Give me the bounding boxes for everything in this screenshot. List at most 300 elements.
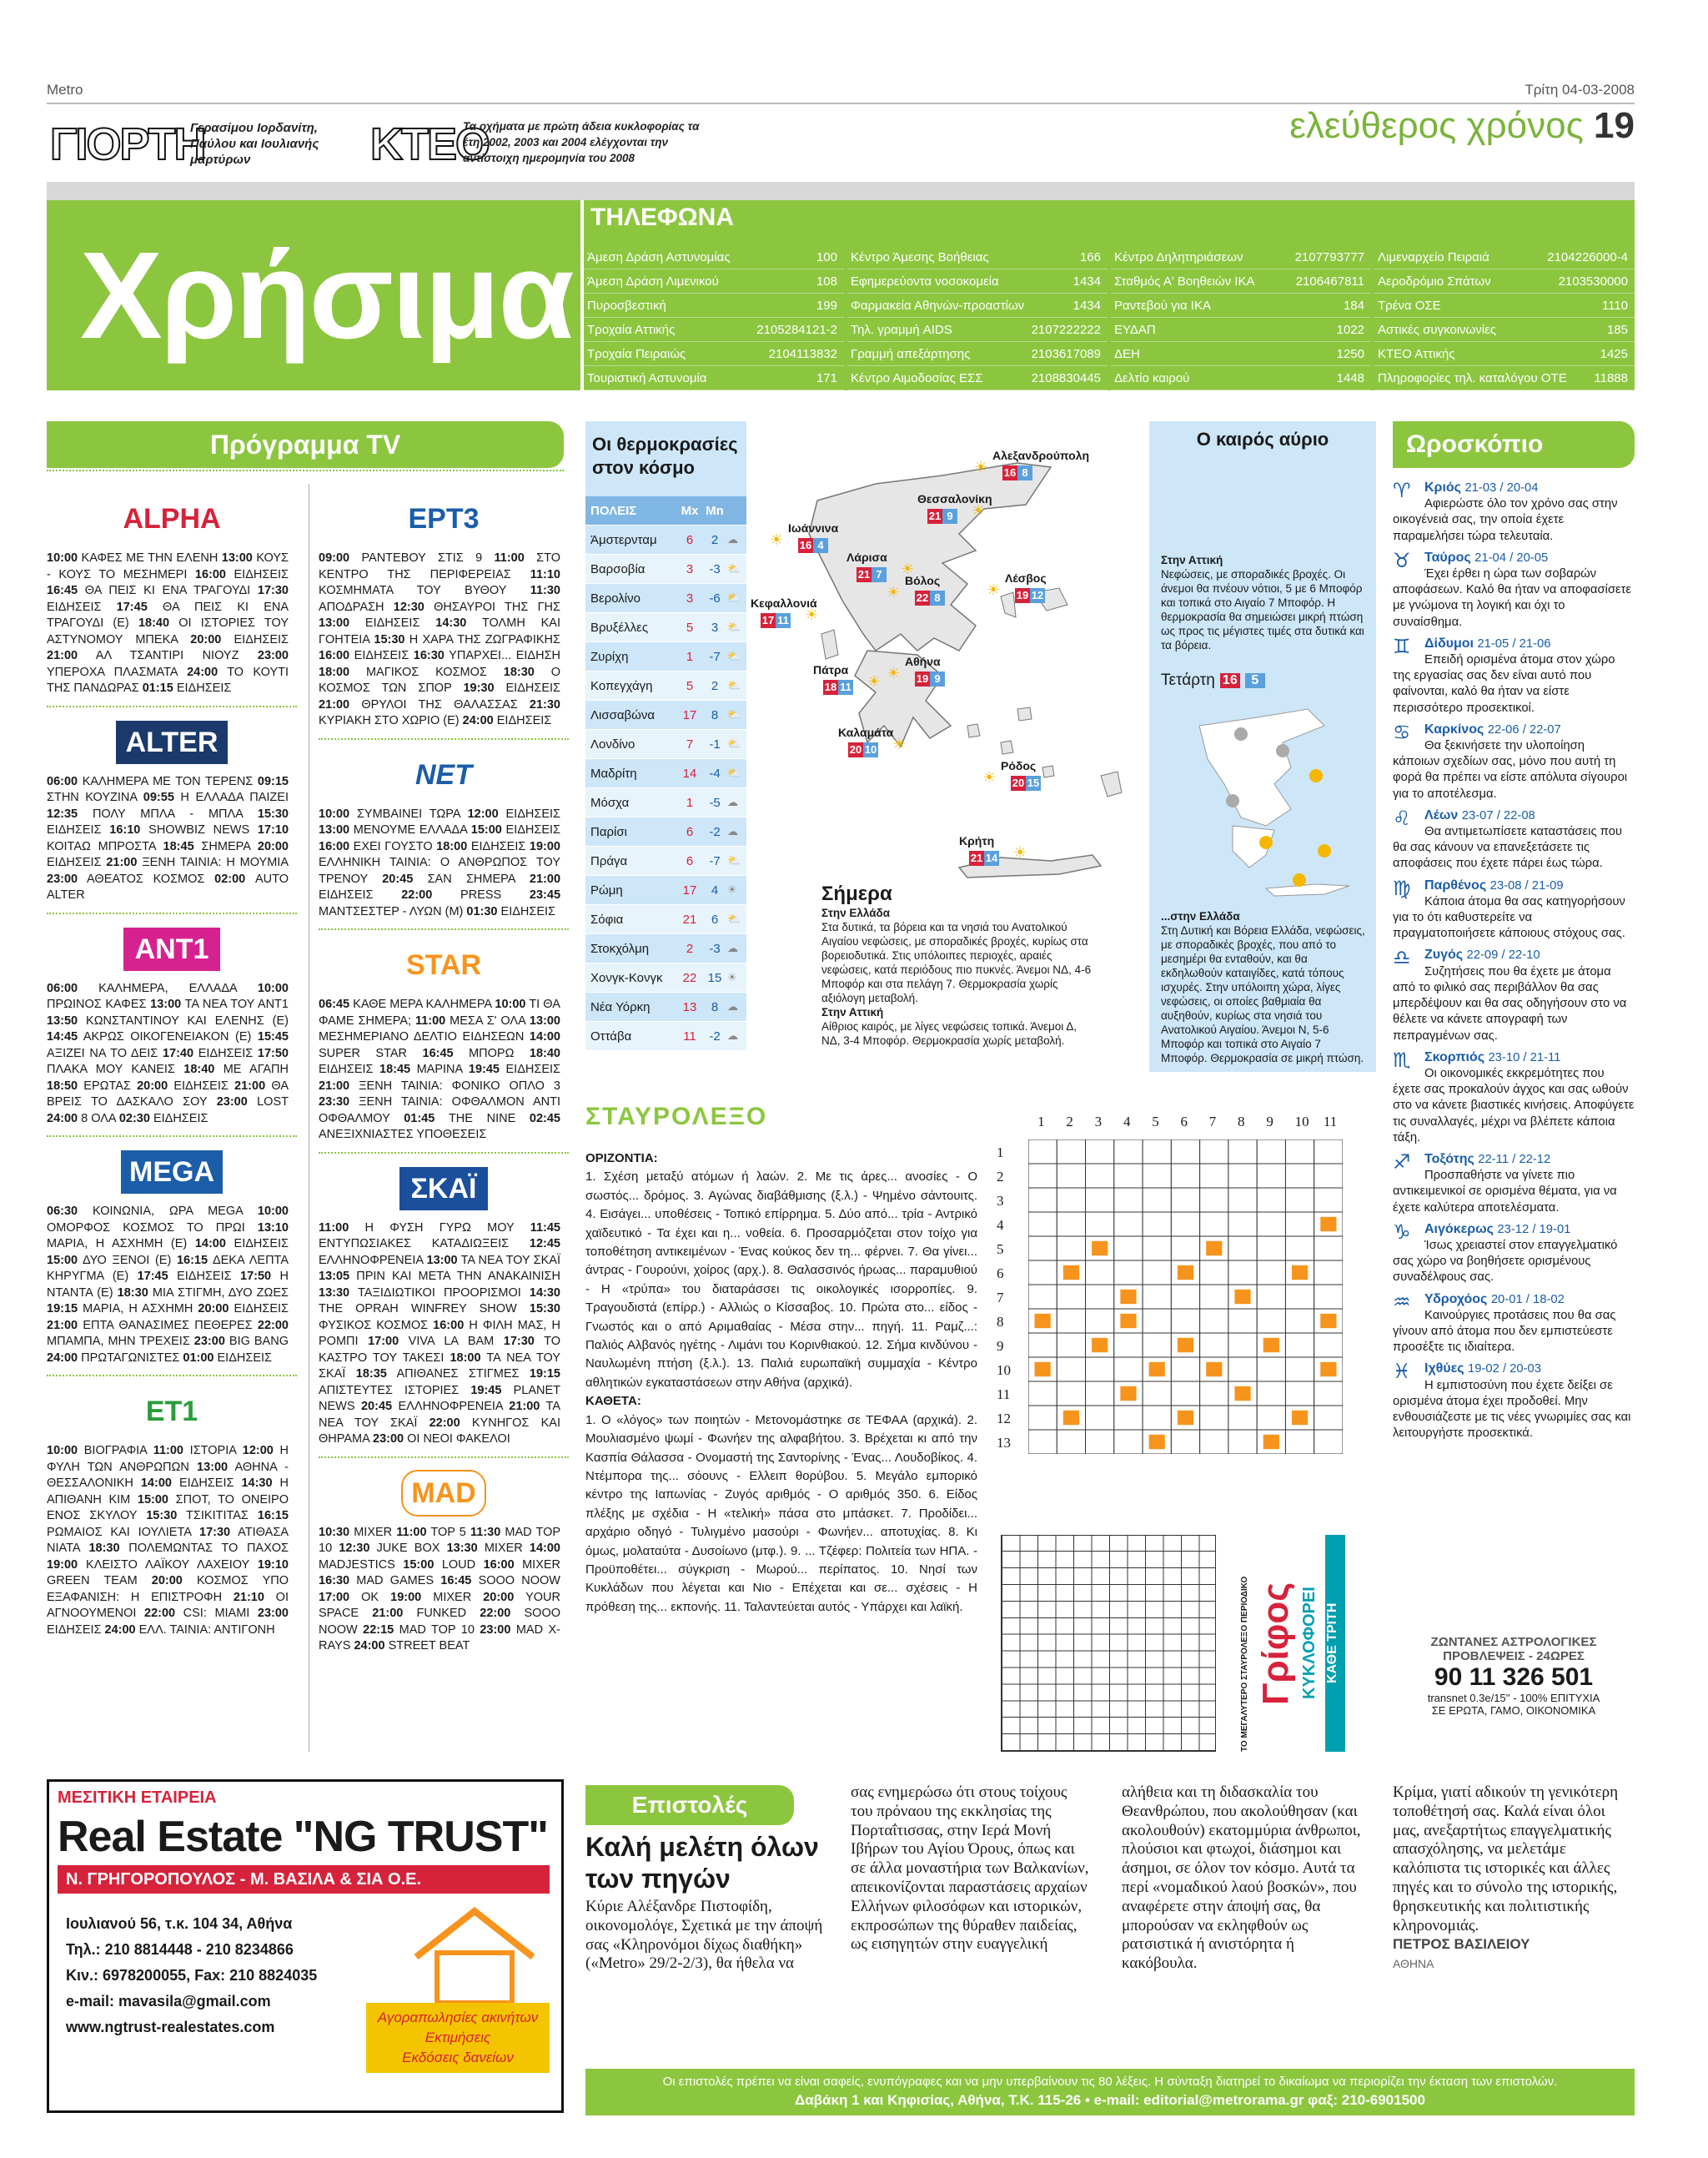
- crossword-cell[interactable]: [1228, 1164, 1257, 1188]
- crossword-cell[interactable]: [1285, 1139, 1314, 1164]
- tv-time: 02:30: [118, 1111, 150, 1125]
- phone-number: 2106467811: [1295, 274, 1364, 289]
- sun-cloud-icon: ⛅: [727, 650, 741, 662]
- black-square: [1120, 1314, 1136, 1328]
- crossword-cell[interactable]: [1143, 1406, 1171, 1430]
- crossword-cell[interactable]: [1086, 1309, 1114, 1333]
- crossword-cell[interactable]: [1114, 1188, 1143, 1212]
- crossword-cell[interactable]: [1028, 1188, 1057, 1212]
- tv-time: 14:30: [529, 1285, 560, 1300]
- crossword-cell[interactable]: [1086, 1212, 1114, 1236]
- tv-time: 06:45: [319, 998, 350, 1011]
- crossword-cell[interactable]: [1057, 1357, 1085, 1381]
- tv-time: 24:00: [47, 1111, 78, 1125]
- city-min: 8: [930, 591, 945, 606]
- tv-time: 11:00: [494, 551, 525, 565]
- phone-row: [584, 269, 844, 294]
- tv-time: 17:50: [257, 1046, 289, 1060]
- crossword-cell[interactable]: [1028, 1236, 1057, 1260]
- tv-time: 20:45: [360, 1400, 393, 1413]
- phone-label: ΚΤΕΟ Αττικής: [1378, 347, 1455, 361]
- phone-label: Πληροφορίες τηλ. καταλόγου ΟΤΕ: [1378, 371, 1567, 385]
- tv-time: 12:30: [393, 600, 424, 614]
- phone-label: Πυροσβεστική: [587, 299, 666, 313]
- phone-label: Σταθμός Α' Βοηθειών ΙΚΑ: [1114, 274, 1255, 289]
- crossword-cell[interactable]: [1028, 1381, 1057, 1406]
- world-row: [585, 788, 746, 817]
- crossword-cell[interactable]: [1114, 1406, 1143, 1430]
- tv-time: 18:00: [319, 665, 350, 679]
- crossword-cell[interactable]: [1257, 1139, 1285, 1164]
- crossword-cell[interactable]: [1114, 1212, 1143, 1236]
- crossword-cell[interactable]: [1285, 1430, 1314, 1454]
- city-name: Αλεξανδρούπολη: [992, 449, 1090, 462]
- world-city: Πράγα: [590, 853, 628, 868]
- column-number: 1: [1037, 1114, 1045, 1129]
- world-max: 1: [686, 795, 694, 810]
- row-number: 1: [997, 1144, 1004, 1160]
- crossword-cell[interactable]: [1028, 1430, 1057, 1454]
- ad-email[interactable]: e-mail: mavasila@gmail.com: [66, 1993, 271, 2010]
- weather-icon: ☀: [1013, 844, 1027, 861]
- tv-time: 09:15: [257, 774, 289, 788]
- tv-time: 21:30: [529, 697, 560, 712]
- sign-name: Αιγόκερως: [1424, 1221, 1498, 1236]
- crossword-cell[interactable]: [1057, 1212, 1085, 1236]
- crossword-grid[interactable]: [1028, 1139, 1343, 1454]
- crossword-cell[interactable]: [1028, 1164, 1057, 1188]
- column-number: 4: [1123, 1114, 1131, 1129]
- tv-time: 16:00: [194, 567, 226, 581]
- world-min: -5: [709, 795, 721, 810]
- crossword-cell[interactable]: [1200, 1188, 1228, 1212]
- world-row: [585, 584, 746, 613]
- phone-row: [847, 245, 1108, 269]
- tv-time: 19:45: [468, 1063, 500, 1076]
- phone-number: 199: [816, 299, 837, 313]
- crossword-cell[interactable]: [1171, 1309, 1199, 1333]
- phone-number: 1425: [1600, 347, 1628, 361]
- section-name: ελεύθερος χρόνος: [1289, 105, 1584, 146]
- crossword-cell[interactable]: [1171, 1139, 1199, 1164]
- crossword-cell[interactable]: [1143, 1381, 1171, 1406]
- horoscope-sign: [1393, 636, 1635, 717]
- city-min: 12: [1031, 589, 1044, 601]
- crossword-cell[interactable]: [1057, 1285, 1085, 1309]
- crossword-cell[interactable]: [1171, 1188, 1199, 1212]
- tv-listing: 10:00 ΚΑΦΕΣ ΜΕ ΤΗΝ ΕΛΕΝΗ 13:00 ΚΟΥΣ - ΚΟΥΣ ΤΟ ΜΕΣΗΜΕΡΙ 16:00 ΕΙΔΗΣΕΙΣ 16:45 ΘΑ ΠΕΙΣ ΚΙ ΕΝΑ ΤΡΑΓΟΥΔΙ 17:30 ΕΙΔΗΣΕΙΣ 17:45 ΘΑ ΠΕΙΣ ΚΙ ΕΝΑ ΤΡΑΓΟΥΔΙ (Ε) 18:40 ΟΙ ΙΣΤΟΡΙΕΣ ΤΟΥ ΑΣΤΥΝΟΜΟΥ ΜΠΕΚΑ 20:00 ΕΙΔΗΣΕΙΣ 21:00 ΑΛ ΤΣΑΝΤΙΡΙ ΝΙΟΥΖ 23:00 ΥΠΕΡΟΧΑ ΠΛΑΣΜΑΤΑ 24:00 ΤΟ ΚΟΥΤΙ ΤΗΣ ΠΑΝΔΩΡΑΣ 01:15 ΕΙΔΗΣΕΙΣ: [47, 551, 289, 695]
- crossword-cell[interactable]: [1057, 1430, 1085, 1454]
- world-max: 17: [682, 883, 697, 898]
- tv-time: 17:45: [137, 1270, 168, 1283]
- letters-footer-address: Δαβάκη 1 και Κηφισίας, Αθήνα, Τ.Κ. 115-26 • e-mail: editorial@metrorama.gr φαξ: 210-6901500: [795, 2092, 1425, 2108]
- crossword-cell[interactable]: [1143, 1309, 1171, 1333]
- astro-line-3: transnet 0.3e/15'' - 100% ΕΠΙΤΥΧΙΑ: [1427, 1692, 1600, 1704]
- tv-listing: 10:30 MIXER 11:00 TOP 5 11:30 MAD TOP 10 12:30 JUKE BOX 13:30 MIXER 14:00 MADJESTICS 15:00 LOUD 16:00 MIXER 16:30 MAD GAMES 16:45 SOOO NOOW 17:00 OK 19:00 MIXER 20:00 YOUR SPACE 21:00 FUNKED 22:00 SOOO NOOW 22:15 MAD TOP 10 23:00 MAD X-RAYS 24:00 STREET BEAT: [319, 1525, 561, 1652]
- crossword-cell[interactable]: [1200, 1260, 1228, 1285]
- column-number: 2: [1066, 1114, 1073, 1129]
- tv-time: 24:00: [187, 665, 219, 679]
- sign-dates: 23-10 / 21-11: [1488, 1050, 1561, 1064]
- tv-time: 18:00: [450, 1351, 481, 1365]
- crossword-cell[interactable]: [1200, 1139, 1228, 1164]
- grifos-kykloforei: ΚΥΚΛΟΦΟΡΕΙ: [1300, 1587, 1319, 1700]
- sun-cloud-icon: ⛅: [727, 591, 741, 604]
- crossword-cell[interactable]: [1028, 1333, 1057, 1357]
- crossword-cell[interactable]: [1171, 1236, 1199, 1260]
- crossword-cell[interactable]: [1257, 1164, 1285, 1188]
- ad-web[interactable]: www.ngtrust-realestates.com: [66, 2019, 275, 2035]
- tv-listing: 06:00 ΚΑΛΗΜΕΡΑ ΜΕ ΤΟΝ ΤΕΡΕΝΣ 09:15 ΣΤΗΝ ΚΟΥΖΙΝΑ 09:55 Η ΕΛΛΑΔΑ ΠΑΙΖΕΙ 12:35 ΠΟΛΥ ΜΠΛΑ - ΜΠΛΑ 15:30 ΕΙΔΗΣΕΙΣ 16:10 SHOWBIZ NEWS 17:10 ΚΟΙΤΑΩ ΜΠΡΟΣΤΑ 18:45 ΣΗΜΕΡΑ 20:00 ΕΙΔΗΣΕΙΣ 21:00 ΞΕΝΗ ΤΑΙΝΙΑ: Η ΜΟΥΜΙΑ 23:00 ΑΘΕΑΤΟΣ ΚΟΣΜΟΣ 02:00 AUTO ALTER: [47, 774, 289, 902]
- down-clues: 1. Ο «λόγος» των ποιητών - Μετονομάστηκε σε ΤΕΦΑΑ (αρχικά). 2. Μουλιασμένο ψωμί - Φωνήεν της αλφαβήτου. 3. Βρέχεται κι από την Κασπία Θάλασσα - Ονομαστή της Σαντορίνης - Ένας... Λουδοβίκος. 4. Ντέμπορα της... σόουνς - Ελλειπ θορύβου. 5. Μεγάλο εμπορικό κέντρο της Ιαπωνίας - Ζυγός αριθμός - Ο αριθμός 350. 6. Είδος πλέξης με σχέδια - Η «τελική» πάσα στο μπάσκετ. 7. Προδίδει... αρχάριο οδηγό - Τυλιγμένο μασούρι - Φωνήεν... αποτυχίας. 8. Κι όμως, μολαταύτα - Δυσοίωνο (μτφ.). 9. ... Τζέφερ: Πολιτεία των ΗΠΑ. - Προϋποθέτει... σύγκριση - Μωρού... περίπατος. 10. Νησί των Κυκλάδων που λέγεται και Νιο - Επέχεται και σε... σχέσεις - Η πρόθεση της... εκπονής. 11. Ταλαντεύεται αυτός - Υπάρχει και λαϊκή.: [585, 1412, 977, 1614]
- crossword-cell[interactable]: [1228, 1260, 1257, 1285]
- crossword-cell[interactable]: [1285, 1357, 1314, 1381]
- crossword-cell[interactable]: [1228, 1333, 1257, 1357]
- col-min: Mn: [706, 503, 724, 518]
- crossword-cell[interactable]: [1028, 1285, 1057, 1309]
- tv-time: 11:00: [414, 1014, 446, 1028]
- tv-time: 19:45: [470, 1383, 502, 1397]
- crossword-cell[interactable]: [1086, 1357, 1114, 1381]
- world-min: 6: [711, 912, 719, 927]
- row-number: 7: [997, 1290, 1004, 1305]
- city-max: 17: [761, 614, 775, 626]
- world-max: 11: [683, 1029, 696, 1044]
- world-min: 2: [711, 678, 719, 693]
- tv-time: 16:45: [440, 1574, 472, 1587]
- crossword-cell[interactable]: [1057, 1164, 1085, 1188]
- crossword-cell[interactable]: [1314, 1236, 1343, 1260]
- sign-name: Ταύρος: [1424, 550, 1475, 565]
- world-city: Βαρσοβία: [590, 561, 646, 576]
- tv-time: 12:35: [47, 807, 78, 821]
- crossword-cell[interactable]: [1314, 1139, 1343, 1164]
- ad-mobile: Κιν.: 6978200055, Fax: 210 8824035: [66, 1967, 318, 1984]
- tv-time: 16:45: [422, 1046, 454, 1060]
- world-max: 17: [682, 707, 697, 722]
- horoscope-sign: [1393, 1221, 1635, 1286]
- tv-time: 11:45: [530, 1220, 560, 1235]
- phone-number: 2107793777: [1294, 250, 1364, 264]
- crossword-cell[interactable]: [1028, 1139, 1057, 1164]
- crossword-cell[interactable]: [1285, 1381, 1314, 1406]
- tv-time: 13:00: [150, 998, 182, 1011]
- tomorrow-attica-heading: Στην Αττική: [1161, 554, 1223, 566]
- tv-time: 24:00: [462, 714, 494, 727]
- world-max: 1: [686, 649, 694, 664]
- world-max: 3: [686, 591, 694, 606]
- crossword-cell[interactable]: [1057, 1309, 1085, 1333]
- channel-logo: [319, 1165, 569, 1212]
- crossword-cell[interactable]: [1086, 1139, 1114, 1164]
- black-square: [1035, 1314, 1051, 1328]
- world-min: 8: [711, 999, 719, 1014]
- tv-time: 14:00: [140, 1476, 172, 1490]
- crossword-cell[interactable]: [1228, 1212, 1257, 1236]
- zodiac-icon: ♈: [1393, 480, 1411, 502]
- phone-number: 184: [1343, 299, 1364, 313]
- crossword-cell[interactable]: [1200, 1333, 1228, 1357]
- tv-time: 20:00: [137, 1079, 168, 1093]
- crossword-cell[interactable]: [1314, 1406, 1343, 1430]
- crossword-cell[interactable]: [1114, 1236, 1143, 1260]
- crossword-cell[interactable]: [1257, 1285, 1285, 1309]
- tv-time: 17:30: [503, 1335, 535, 1348]
- crossword-cell[interactable]: [1200, 1285, 1228, 1309]
- crossword-cell[interactable]: [1314, 1188, 1343, 1212]
- crossword-cell[interactable]: [1200, 1309, 1228, 1333]
- city-temps: [915, 591, 945, 606]
- phones-col-1: [584, 245, 844, 390]
- crossword-cell[interactable]: [1057, 1381, 1085, 1406]
- crossword-cell[interactable]: [1028, 1212, 1057, 1236]
- black-square: [1234, 1386, 1250, 1401]
- crossword-cell[interactable]: [1057, 1139, 1085, 1164]
- world-row: [585, 1022, 746, 1051]
- channel-logo: [319, 495, 569, 542]
- crossword-cell[interactable]: [1057, 1188, 1085, 1212]
- tv-listing: 06:30 ΚΟΙΝΩΝΙΑ, ΩΡΑ MEGA 10:00 ΟΜΟΡΦΟΣ ΚΟΣΜΟΣ ΤΟ ΠΡΩΙ 13:10 ΜΑΡΙΑ, Η ΑΣΧΗΜΗ (Ε) 14:00 ΕΙΔΗΣΕΙΣ 15:00 ΔΥΟ ΞΕΝΟΙ (Ε) 16:15 ΔΕΚΑ ΛΕΠΤΑ ΚΗΡΥΓΜΑ (Ε) 17:45 ΕΙΔΗΣΕΙΣ 17:50 Η ΝΤΑΝΤΑ (Ε) 18:30 ΜΙΑ ΣΤΙΓΜΗ, ΔΥΟ ΖΩΕΣ 19:15 ΜΑΡΙΑ, Η ΑΣΧΗΜΗ 20:00 ΕΙΔΗΣΕΙΣ 21:00 ΕΠΤΑ ΘΑΝΑΣΙΜΕΣ ΠΕΘΕΡΕΣ 22:00 ΜΠΑΜΠΑ, ΜΗΝ ΤΡΕΧΕΙΣ 23:00 BIG BANG 24:00 ΠΡΩΤΑΓΩΝΙΣΤΕΣ 01:00 ΕΙΔΗΣΕΙΣ: [47, 1205, 289, 1365]
- crossword-cell[interactable]: [1086, 1260, 1114, 1285]
- tv-time: 14:30: [241, 1476, 273, 1490]
- tv-column-left: [47, 484, 297, 1647]
- crossword-cell[interactable]: [1228, 1406, 1257, 1430]
- crossword-cell[interactable]: [1171, 1430, 1199, 1454]
- crossword-cell[interactable]: [1200, 1406, 1228, 1430]
- tv-time: 01:15: [142, 682, 173, 695]
- crossword-cell[interactable]: [1257, 1260, 1285, 1285]
- crossword-cell[interactable]: [1314, 1333, 1343, 1357]
- phone-number: 185: [1606, 323, 1628, 337]
- crossword-cell[interactable]: [1143, 1212, 1171, 1236]
- tv-time: 23:00: [480, 1622, 511, 1637]
- sign-text: Ίσως χρειαστεί στον επαγγελματικό σας χώρο να βοηθήσετε ορισμένους συναδέλφους σας.: [1393, 1238, 1618, 1285]
- crossword-cell[interactable]: [1171, 1357, 1199, 1381]
- crossword-cell[interactable]: [1143, 1260, 1171, 1285]
- crossword-cell[interactable]: [1086, 1285, 1114, 1309]
- phone-row: [847, 269, 1108, 294]
- horoscope-header: Ωροσκόπιο: [1393, 421, 1635, 468]
- tv-time: 14:00: [529, 1542, 560, 1555]
- crossword-cell[interactable]: [1171, 1381, 1199, 1406]
- tv-time: 06:00: [47, 981, 78, 995]
- crossword-cell[interactable]: [1143, 1188, 1171, 1212]
- city-min: 11: [776, 613, 791, 628]
- tv-time: 19:15: [47, 1302, 78, 1315]
- phone-number: 2103530000: [1558, 274, 1628, 289]
- zodiac-icon: ♋: [1393, 721, 1411, 744]
- sun-cloud-icon: ⛅: [727, 562, 741, 575]
- crossword-cell[interactable]: [1257, 1309, 1285, 1333]
- house-icon: [399, 1899, 550, 2007]
- row-number: 3: [997, 1193, 1004, 1209]
- letters-footer-note: Οι επιστολές πρέπει να είναι σαφείς, ενυπόγραφες και να μην υπερβαίνουν τις 80 λέξεις. Η σύνταξη διατηρεί το δικαίωμα να περιορίζει την έκταση των επιστολών.: [662, 2075, 1558, 2089]
- phone-number: 1110: [1601, 299, 1628, 313]
- crossword-cell[interactable]: [1200, 1212, 1228, 1236]
- channel-logo: [47, 926, 297, 973]
- tv-time: 10:00: [47, 551, 78, 565]
- crossword-cell[interactable]: [1285, 1236, 1314, 1260]
- world-row: [585, 701, 746, 730]
- tv-time: 01:45: [404, 1111, 435, 1125]
- page-number: 19: [1594, 105, 1635, 146]
- crossword-cell[interactable]: [1314, 1430, 1343, 1454]
- crossword-cell[interactable]: [1028, 1260, 1057, 1285]
- sign-name: Παρθένος: [1424, 878, 1490, 893]
- crossword-cell[interactable]: [1114, 1333, 1143, 1357]
- city-temps: [848, 742, 878, 757]
- astro-phone: 90 11 326 501: [1434, 1663, 1594, 1691]
- crossword-cell[interactable]: [1171, 1285, 1199, 1309]
- world-min: -4: [709, 766, 721, 781]
- phone-number: 108: [816, 274, 837, 289]
- crossword-cell[interactable]: [1086, 1188, 1114, 1212]
- crossword-cell[interactable]: [1257, 1188, 1285, 1212]
- crossword-cell[interactable]: [1028, 1406, 1057, 1430]
- world-city: Ρώμη: [590, 883, 623, 898]
- crossword-cell[interactable]: [1285, 1285, 1314, 1309]
- crossword-cell[interactable]: [1143, 1285, 1171, 1309]
- crossword-cell[interactable]: [1057, 1333, 1085, 1357]
- tv-time: 15:00: [470, 823, 502, 837]
- crossword-cell[interactable]: [1171, 1212, 1199, 1236]
- crossword-cell[interactable]: [1314, 1381, 1343, 1406]
- tv-listing: 09:00 ΡΑΝΤΕΒΟΥ ΣΤΙΣ 9 11:00 ΣΤΟ ΚΕΝΤΡΟ ΤΗΣ ΠΕΡΙΦΕΡΕΙΑΣ 11:10 ΚΟΣΜΗΜΑΤΑ ΤΟΥ ΒΥΘΟΥ 11:30 ΑΠΟΔΡΑΣΗ 12:30 ΘΗΣΑΥΡΟΙ ΤΗΣ ΓΗΣ 13:00 ΕΙΔΗΣΕΙΣ 14:30 ΤΟΛΜΗ ΚΑΙ ΓΟΗΤΕΙΑ 15:30 Η ΧΑΡΑ ΤΗΣ ΖΩΓΡΑΦΙΚΗΣ 16:00 ΕΙΔΗΣΕΙΣ 16:30 ΥΠΑΡΧΕΙ... ΕΙΔΗΣΗ 18:00 ΜΑΓΙΚΟΣ ΚΟΣΜΟΣ 18:30 Ο ΚΟΣΜΟΣ ΤΩΝ ΣΠΟΡ 19:30 ΕΙΔΗΣΕΙΣ 21:00 ΘΡΥΛΟΙ ΤΗΣ ΘΑΛΑΣΣΑΣ 21:30 ΚΥΡΙΑΚΗ ΣΤΟ ΧΩΡΙΟ (Ε) 24:00 ΕΙΔΗΣΕΙΣ: [319, 551, 561, 727]
- phone-label: Αστικές συγκοινωνίες: [1378, 323, 1497, 337]
- column-number: 3: [1094, 1114, 1103, 1129]
- crossword-cell[interactable]: [1114, 1260, 1143, 1285]
- crossword-cell[interactable]: [1285, 1309, 1314, 1333]
- crossword-cell[interactable]: [1086, 1164, 1114, 1188]
- phone-row: [1111, 366, 1371, 390]
- tv-time: 20:45: [382, 872, 414, 886]
- crossword-cell[interactable]: [1285, 1333, 1314, 1357]
- crossword-cell[interactable]: [1143, 1139, 1171, 1164]
- crossword-cell[interactable]: [1228, 1430, 1257, 1454]
- column-number: 5: [1152, 1114, 1159, 1129]
- crossword-cell[interactable]: [1114, 1139, 1143, 1164]
- sign-name: Δίδυμοι: [1424, 636, 1478, 651]
- crossword-cell[interactable]: [1114, 1357, 1143, 1381]
- phones-title: ΤΗΛΕΦΩΝΑ: [590, 204, 735, 231]
- city-name: Λάρισα: [846, 551, 887, 564]
- city-max: 19: [1016, 589, 1029, 601]
- phone-row: [1111, 269, 1371, 294]
- crossword-cell[interactable]: [1228, 1309, 1257, 1333]
- tv-time: 17:00: [368, 1335, 399, 1348]
- crossword-cell[interactable]: [1114, 1164, 1143, 1188]
- crossword-cell[interactable]: [1143, 1333, 1171, 1357]
- astro-ad: [1393, 1635, 1635, 1717]
- city-labels: [751, 425, 1151, 893]
- tv-time: 23:00: [47, 872, 78, 886]
- tv-time: 20:00: [190, 632, 222, 646]
- crossword-cell[interactable]: [1086, 1381, 1114, 1406]
- world-row: [585, 934, 746, 963]
- crossword-cell[interactable]: [1171, 1164, 1199, 1188]
- crossword-cell[interactable]: [1257, 1357, 1285, 1381]
- ad-contact: [66, 1911, 317, 2040]
- crossword-cell[interactable]: [1228, 1139, 1257, 1164]
- tv-time: 17:00: [319, 1590, 350, 1604]
- tv-time: 13:00: [319, 616, 350, 630]
- crossword-cell[interactable]: [1257, 1212, 1285, 1236]
- crossword-cell[interactable]: [1228, 1357, 1257, 1381]
- tv-time: 18:40: [529, 1046, 560, 1060]
- world-max: 7: [686, 737, 694, 752]
- weather-icon: ☀: [770, 531, 784, 548]
- crossword-cell[interactable]: [1257, 1381, 1285, 1406]
- world-city: Βρυξέλλες: [590, 620, 649, 635]
- tv-separator: [319, 1456, 569, 1458]
- crossword-cell[interactable]: [1200, 1381, 1228, 1406]
- crossword-cell[interactable]: [1114, 1430, 1143, 1454]
- city-temps: [969, 851, 999, 866]
- tv-time: 23:00: [257, 649, 289, 662]
- world-max: 21: [682, 912, 697, 927]
- phone-row: [1374, 342, 1635, 366]
- horoscope-sign: [1393, 878, 1635, 943]
- crossword-cell[interactable]: [1257, 1406, 1285, 1430]
- crossword-cell[interactable]: [1314, 1285, 1343, 1309]
- crossword-cell[interactable]: [1314, 1164, 1343, 1188]
- crossword-cell[interactable]: [1200, 1164, 1228, 1188]
- crossword-cell[interactable]: [1257, 1236, 1285, 1260]
- world-max: 22: [682, 970, 697, 985]
- crossword-cell[interactable]: [1285, 1212, 1314, 1236]
- crossword-cell[interactable]: [1228, 1236, 1257, 1260]
- city-name: Ιωάννινα: [788, 521, 839, 535]
- letters-footer: [585, 2069, 1635, 2115]
- tv-time: 15:30: [257, 807, 289, 821]
- world-min: 2: [711, 532, 719, 547]
- crossword-cell[interactable]: [1200, 1430, 1228, 1454]
- zodiac-icon: ♒: [1393, 1290, 1411, 1314]
- sign-text: Συζητήσεις που θα έχετε με άτομα από το φιλικό σας περιβάλλον θα σας μπερδέψουν και θα σας οδηγήσουν στο να θέλετε να κάνετε απογραφή των πεπραγμένων σας.: [1393, 964, 1627, 1043]
- tv-time: 13:00: [197, 1460, 229, 1474]
- crossword-cell[interactable]: [1285, 1164, 1314, 1188]
- tv-time: 14:00: [529, 1030, 560, 1044]
- world-max: 14: [682, 766, 697, 781]
- crossword-cell[interactable]: [1086, 1430, 1114, 1454]
- weather-icon: ☀: [974, 459, 988, 475]
- tomorrow-map: [1183, 701, 1366, 901]
- world-city: Οττάβα: [590, 1029, 632, 1044]
- crossword-cell[interactable]: [1228, 1188, 1257, 1212]
- crossword-cell[interactable]: [1057, 1236, 1085, 1260]
- ad-service-2: Εκτιμήσεις: [424, 2030, 491, 2045]
- crossword-cell[interactable]: [1143, 1164, 1171, 1188]
- letter-headline: Καλή μελέτη όλων των πηγών: [585, 1832, 819, 1894]
- channel-logo: [47, 719, 297, 766]
- crossword-cell[interactable]: [1086, 1406, 1114, 1430]
- tv-separator: [47, 1375, 297, 1376]
- tv-time: 18:30: [503, 665, 535, 679]
- crossword-cell[interactable]: [1285, 1188, 1314, 1212]
- tv-time: 21:00: [372, 1607, 404, 1620]
- crossword-cell[interactable]: [1314, 1260, 1343, 1285]
- phone-label: ΕΥΔΑΠ: [1114, 323, 1156, 337]
- tv-separator: [47, 913, 297, 914]
- phone-row: [1374, 318, 1635, 342]
- tv-time: 18:50: [47, 1079, 78, 1093]
- phones-box: [584, 200, 1635, 390]
- phone-label: Τροχαία Πειραιώς: [587, 347, 686, 361]
- tv-time: 19:10: [257, 1557, 289, 1572]
- crossword-cell[interactable]: [1143, 1236, 1171, 1260]
- channel-logo-text: ΕΡΤ3: [408, 503, 480, 535]
- tv-time: 16:30: [413, 649, 445, 662]
